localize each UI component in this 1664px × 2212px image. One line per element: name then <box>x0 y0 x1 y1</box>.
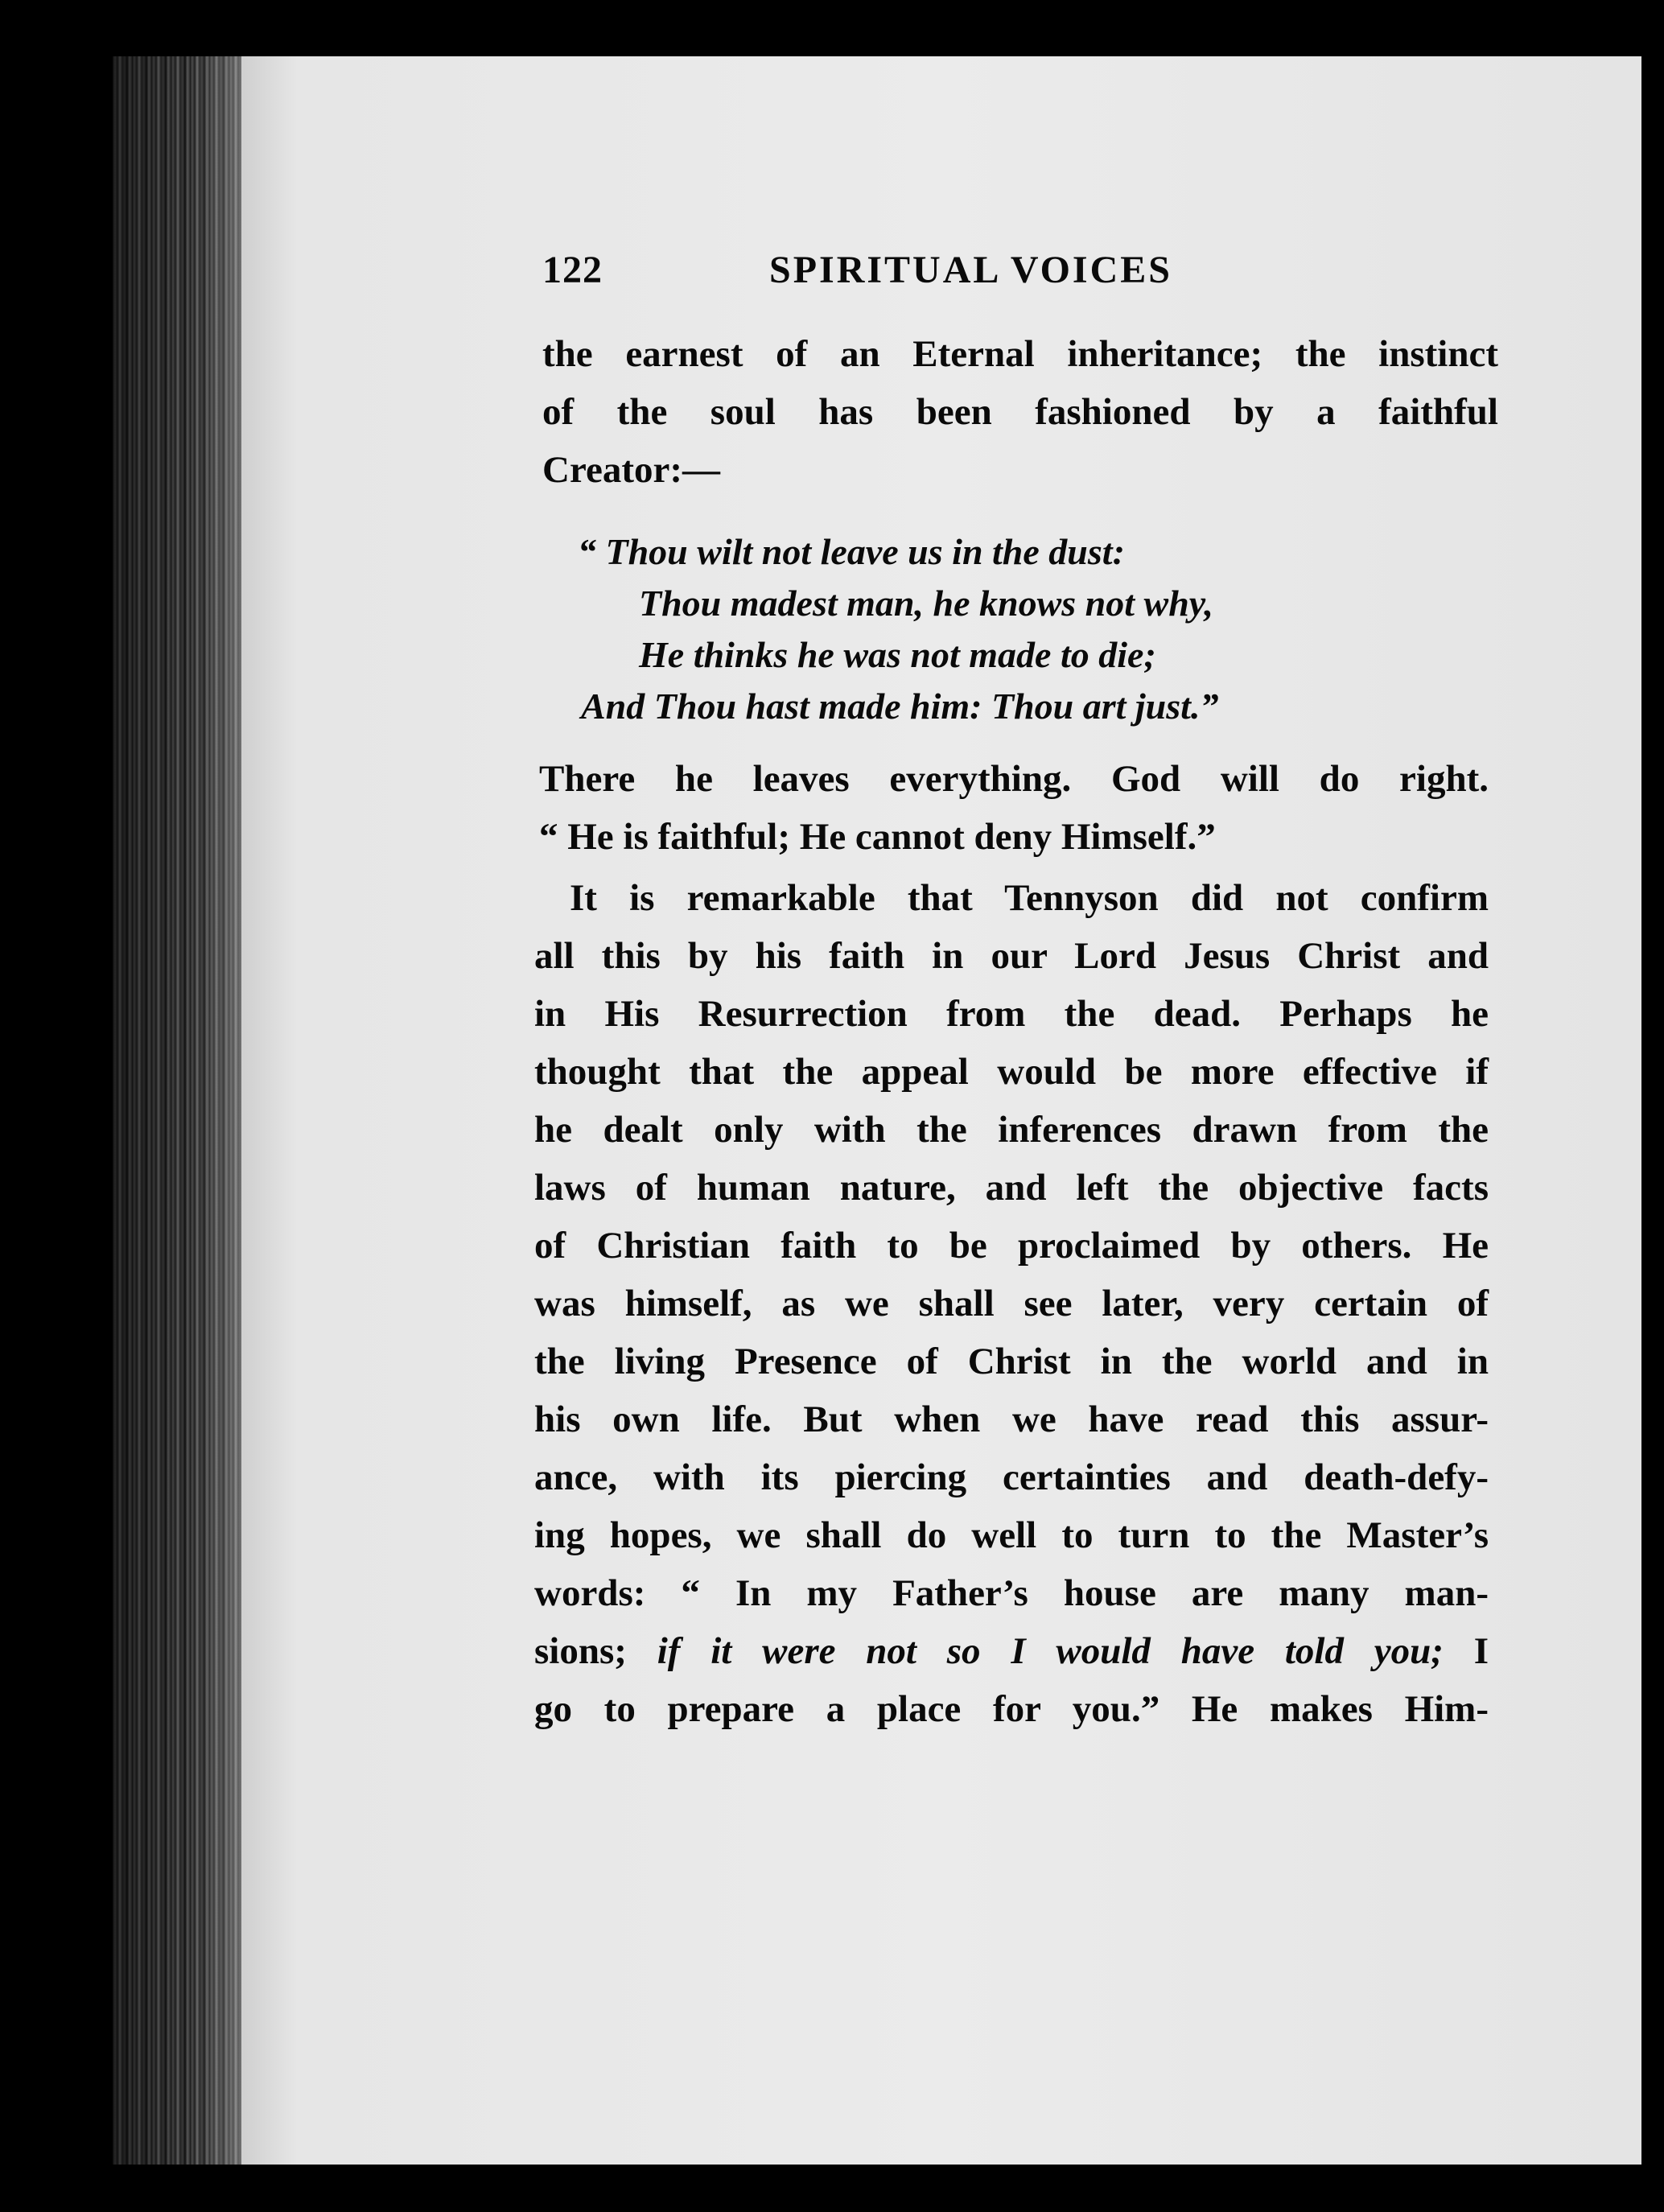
text-run: sions; <box>534 1630 657 1672</box>
text-line: he dealt only with the inferences drawn from the <box>534 1109 1489 1151</box>
text-line: words: “ In my Father’s house are many man- <box>534 1572 1489 1614</box>
paragraph-3 <box>534 869 1489 1738</box>
text-line: It is remarkable that Tennyson did not confirm <box>570 877 1489 919</box>
poem-line: And Thou hast made him: Thou art just.” <box>581 686 1219 727</box>
text-line: thought that the appeal would be more effective if <box>534 1051 1489 1093</box>
text-line: of Christian faith to be proclaimed by others. He <box>534 1225 1489 1267</box>
text-line: “ He is faithful; He cannot deny Himself.” <box>539 816 1216 858</box>
text-line: the living Presence of Christ in the world and in <box>534 1341 1489 1382</box>
running-head: SPIRITUAL VOICES <box>769 249 1172 291</box>
poem-quote <box>542 526 1218 732</box>
page-number: 122 <box>542 249 603 291</box>
text-run: I <box>1443 1630 1489 1672</box>
page-header <box>542 241 1664 306</box>
text-line: ing hopes, we shall do well to turn to the Master’s <box>534 1514 1489 1556</box>
text-line: in His Resurrection from the dead. Perhaps he <box>534 993 1489 1035</box>
poem-line: “ Thou wilt not leave us in the dust: <box>578 531 1125 572</box>
text-line: go to prepare a place for you.” He makes Him- <box>534 1688 1489 1730</box>
text-line: There he leaves everything. God will do right. <box>539 758 1489 800</box>
page <box>241 56 1641 2165</box>
text-line: his own life. But when we have read this assur- <box>534 1398 1489 1440</box>
poem-line: He thinks he was not made to die; <box>639 634 1156 675</box>
poem-line: Thou madest man, he knows not why, <box>639 583 1214 624</box>
text-line: ance, with its piercing certainties and death-defy- <box>534 1456 1489 1498</box>
text-line: the earnest of an Eternal inheritance; the instinct <box>542 333 1498 375</box>
text-line-mixed <box>534 1622 1489 1680</box>
text-line: laws of human nature, and left the objective facts <box>534 1167 1489 1209</box>
text-line: Creator:— <box>542 449 720 491</box>
text-line: all this by his faith in our Lord Jesus Christ and <box>534 935 1489 977</box>
text-line: of the soul has been fashioned by a faithful <box>542 391 1498 433</box>
paragraph-1 <box>542 325 1498 499</box>
spine-shadow <box>113 56 249 2165</box>
italic-quote: if it were not so I would have told you; <box>657 1630 1444 1672</box>
text-line: was himself, as we shall see later, very certain of <box>534 1283 1489 1324</box>
paragraph-2 <box>539 750 1489 866</box>
